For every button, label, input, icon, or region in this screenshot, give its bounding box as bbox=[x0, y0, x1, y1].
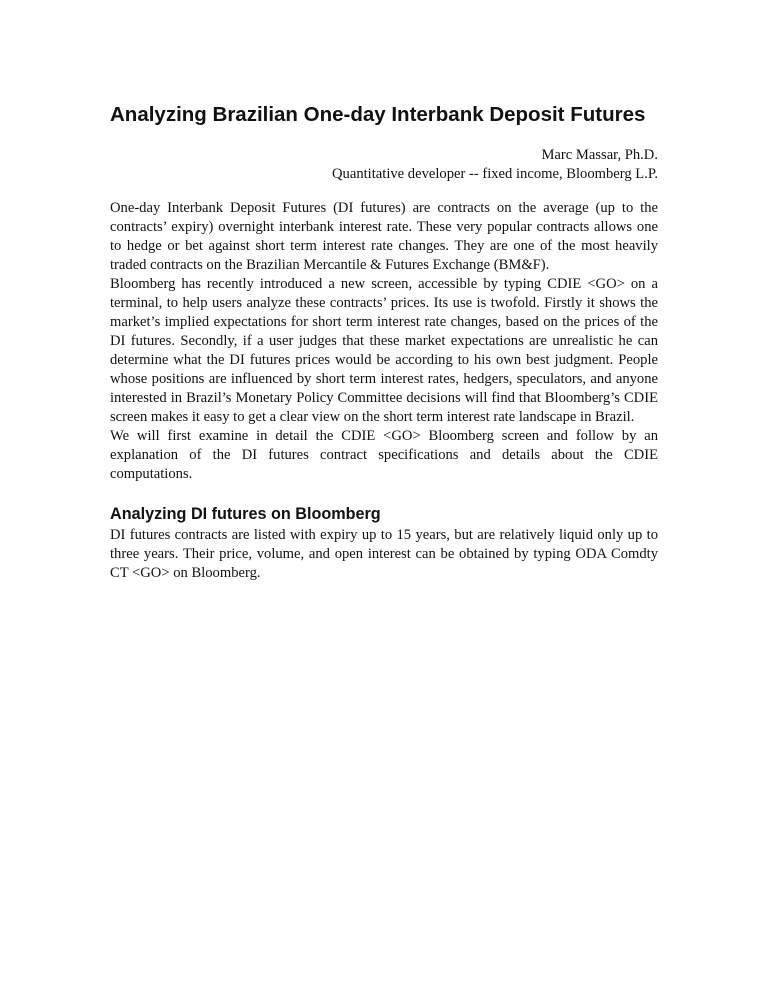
author-name: Marc Massar, Ph.D. bbox=[541, 147, 658, 163]
author-affiliation: Quantitative developer -- fixed income, Bloomberg L.P. bbox=[332, 166, 658, 182]
section-paragraph: DI futures contracts are listed with expiry up to 15 years, but are relatively liquid only up to three years. Their price, volume, and open interest can be obtained by typing ODA Comdty CT <GO> on Bloomberg. bbox=[110, 527, 658, 581]
document-title: Analyzing Brazilian One-day Interbank Deposit Futures bbox=[110, 103, 646, 126]
section-heading: Analyzing DI futures on Bloomberg bbox=[110, 505, 381, 523]
overview-paragraph: We will first examine in detail the CDIE <GO> Bloomberg screen and follow by an explanation of the DI futures contract specifications and details about the CDIE computations. bbox=[110, 428, 658, 482]
intro-paragraph: One-day Interbank Deposit Futures (DI futures) are contracts on the average (up to the contracts’ expiry) overnight interbank interest rate. These very popular contracts allows one to hedge or bet against short term interest rate changes. They are one of the most heavily traded contracts on the Brazilian Mercantile & Futures Exchange (BM&F). bbox=[110, 200, 658, 273]
cdie-screen-paragraph: Bloomberg has recently introduced a new screen, accessible by typing CDIE <GO> on a terminal, to help users analyze these contracts’ prices. Its use is twofold. Firstly it shows the market’s implied expectations for short term interest rate changes, based on the prices of the DI futures. Secondly, if a user judges that these market expectations are unrealistic he can determine what the DI futures prices would be according to his own best judgment. People whose positions are influenced by short term interest rates, hedgers, speculators, and anyone interested in Brazil’s Monetary Policy Committee decisions will find that Bloomberg’s CDIE screen makes it easy to get a clear view on the short term interest rate landscape in Brazil. bbox=[110, 276, 658, 425]
author-block bbox=[110, 146, 658, 184]
